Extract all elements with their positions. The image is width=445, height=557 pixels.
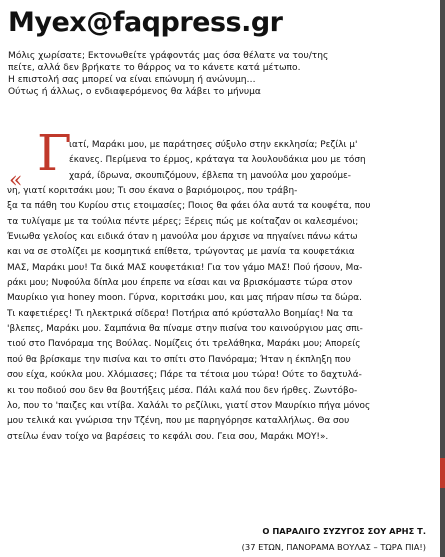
letter-line: χαρά, ίδρωνα, σκουπιζόμουν, έβλεπα τη μανούλα μου χαρούμε- [69,170,351,181]
page-edge-bar [440,0,445,557]
letter-line: στείλω έναν τοίχο να βαρέσεις το κεφάλι σου. Γεια σου, Μαράκι ΜΟΥ!». [7,431,329,442]
intro-text [8,50,428,98]
intro-line: Ούτως ή άλλως, ο ενδιαφερόμενος θα λάβει το μήνυμα [8,87,261,97]
page-title: Myex@faqpress.gr [8,7,283,38]
letter-line: μου τελικά και γνώρισα την Τζένη, που με παρηγόρησε καταλλήλως. Θα σου [7,416,350,427]
signature-detail: (37 ΕΤΩΝ, ΠΑΝΟΡΑΜΑ ΒΟΥΛΑΣ – ΤΩΡΑ ΠΙΑ!) [241,542,426,552]
letter-line: 'βλεπες, Μαράκι μου. Σαμπάνια θα πίναμε στην πισίνα του καινούργιου μας σπι- [7,324,363,335]
intro-line: πείτε, αλλά δεν βρήκατε το θάρρος να το κάνετε κατά μέτωπο. [8,63,301,73]
letter-line: Μαυρίκιο για honey moon. Γύρνα, κοριτσάκι μου, και μας πήραν πίσω τα δώρα. [7,293,362,304]
letter-line: ξα τα πάθη του Κυρίου στις ετοιμασίες; Ποιος θα φάει όλα αυτά τα κουφέτα, που [7,201,371,212]
letter-line: πού θα βρίσκαμε την πισίνα και το σπίτι στο Πανόραμα; Ήταν η έκπληξη που [7,354,351,365]
page-edge-marker [440,458,445,488]
letter-line: κι του ποδιού σου δεν θα βουτήξεις μέσα. Πάλι καλά που δεν ήρθες. Ζωντόβο- [7,385,358,396]
letter-line: Ένιωθα γελοίος και ειδικά όταν η μανούλα μου άρχισε να πηγαίνει πάνω κάτω [7,232,358,243]
letter-body [7,138,429,445]
intro-line: Μόλις χωρίσατε; Εκτονωθείτε γράφοντάς μας όσα θέλατε να του/της [8,51,329,61]
letter-line: ιατί, Μαράκι μου, με παράτησες σύξυλο στην εκκλησία; Ρεζίλι μ' [69,140,358,150]
letter-line: νη, γιατί κοριτσάκι μου; Τι σου έκανα ο βαριόμοιρος, που τράβη- [7,186,298,197]
letter-line: ράκι μου; Νυφούλα δίπλα μου έπρεπε να είσαι και να βρισκόμαστε τώρα στον [7,278,353,289]
intro-line: Η επιστολή σας μπορεί να είναι επώνυμη ή ανώνυμη… [8,75,256,85]
letter-line: ΜΑΣ, Μαράκι μου! Τα δικά ΜΑΣ κουφετάκια! Για τον γάμο ΜΑΣ! Πού ήσουν, Μα- [7,262,363,273]
letter-line: τα τυλίγαμε με τα τούλια πέντε μέρες; Ξέρεις πώς με κοίταζαν οι καλεσμένοι; [7,216,359,227]
letter-line: και να σε στολίζει με κοσμητικά επίθετα, τρώγοντας με μανία τα κουφετάκια [7,247,355,258]
drop-cap: Γ [37,124,72,182]
opening-quote-mark: « [9,168,23,193]
signature-name: Ο ΠΑΡΑΛΙΓΟ ΣΥΖΥΓΟΣ ΣΟΥ ΑΡΗΣ Τ. [262,526,426,536]
letter-line: τιού στο Πανόραμα της Βούλας. Νομίζεις ότι τρελάθηκα, Μαράκι μου; Απορείς [7,339,361,350]
letter-line: έκανες. Περίμενα το έρμος, κράταγα τα λουλουδάκια μου με τόση [69,155,366,166]
letter-line: λο, που το 'παιζες και ντίβα. Χαλάλι το ρεζίλικι, γιατί στον Μαυρίκιο πήγα μόνος [7,400,371,411]
letter-line: σου είχα, κούκλα μου. Χλόμιασες; Πάρε τα τέτοια μου τώρα! Ούτε το δαχτυλά- [7,370,362,381]
letter-line: Τι καφετιέρες! Τι ηλεκτρικά σίδερα! Ποτήρια από κρύσταλλο Βοημίας! Να τα [7,308,354,319]
